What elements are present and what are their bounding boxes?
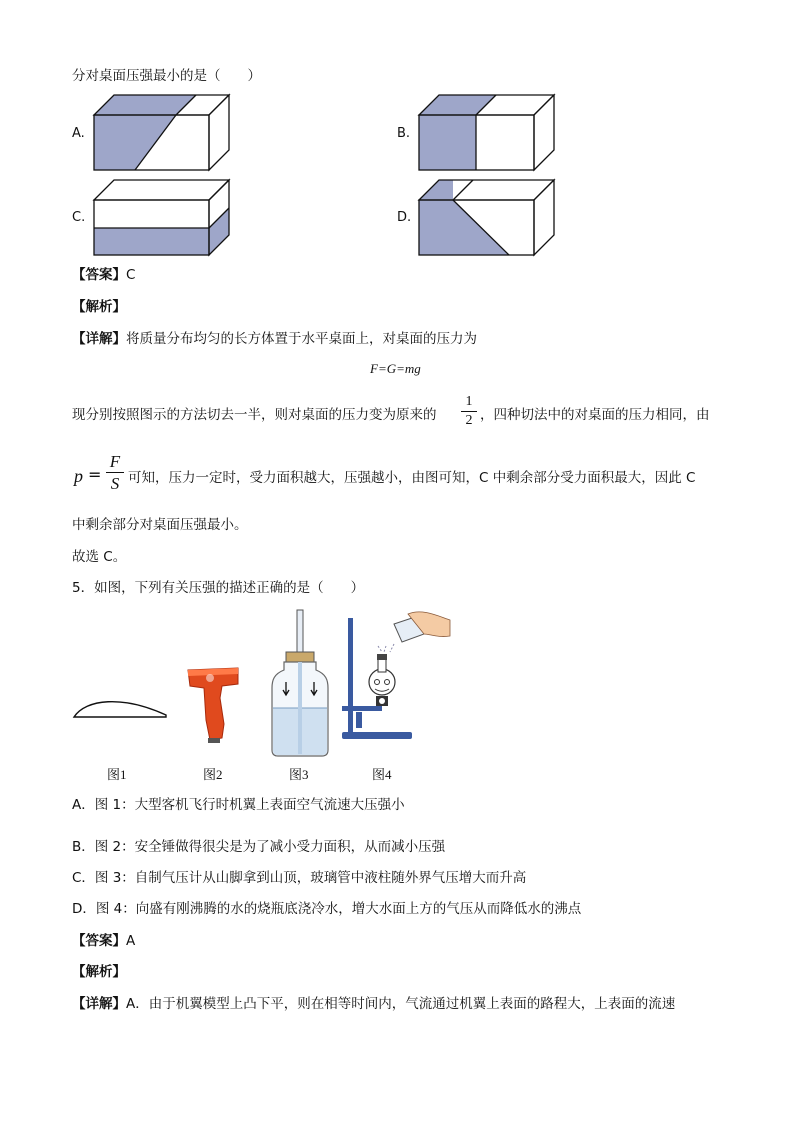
half-fraction: [461, 394, 477, 429]
q5-option-d: D．图 4：向盛有刚沸腾的水的烧瓶底浇冷水，增大水面上方的气压从而降低水的沸点: [72, 901, 582, 917]
q5-option-a: A．图 1：大型客机飞行时机翼上表面空气流速大压强小: [72, 797, 405, 813]
force-symbol: F: [109, 452, 121, 471]
detail-text: A．由于机翼模型上凸下平，则在相等时间内，气流通过机翼上表面的路程大，上表面的流速: [126, 996, 676, 1012]
fraction-bar: [461, 411, 477, 412]
detail-tag: 【详解】: [72, 331, 126, 347]
q5-detail-line1: [72, 995, 675, 1013]
answer-value: C: [126, 267, 136, 283]
fig1-wing-icon: [72, 695, 168, 721]
detail-tag: 【详解】: [72, 996, 126, 1012]
q5-option-c: C．图 3：自制气压计从山脚拿到山顶，玻璃管中液柱随外界气压增大而升高: [72, 870, 527, 886]
half-denominator: 2: [465, 413, 473, 428]
option-c-figure: [94, 178, 234, 258]
option-d-figure: [419, 178, 559, 258]
fig-label-3: 图3: [289, 767, 309, 782]
fig-label-4: 图4: [372, 767, 392, 782]
q5-option-b: B．图 2：安全锤做得很尖是为了减小受力面积，从而减小压强: [72, 839, 446, 855]
q5-stem: 5．如图，下列有关压强的描述正确的是（ ）: [72, 580, 365, 596]
fig2-safety-hammer-icon: [186, 664, 242, 744]
half-numerator: 1: [465, 394, 473, 409]
q4-stem-tail: 分对桌面压强最小的是（ ）: [72, 68, 261, 84]
answer-tag: 【答案】: [72, 267, 126, 283]
q4-formula: F=G=mg: [370, 361, 421, 376]
q5-analysis-tag: 【解析】: [72, 964, 126, 980]
fraction-bar: [106, 472, 124, 473]
area-symbol: S: [110, 474, 120, 493]
fig-label-1: 图1: [107, 767, 127, 782]
fig3-barometer-bottle-icon: [270, 610, 330, 760]
q4-detail-line3: 可知，压力一定时，受力面积越大，压强越小，由图可知，C 中剩余部分受力面积最大，因此 C: [128, 470, 696, 486]
answer-value: A: [126, 933, 136, 949]
q4-detail-line2-post: ，四种切法中的对桌面的压力相同，由: [480, 407, 710, 423]
q5-answer: [72, 932, 135, 950]
fig-label-2: 图2: [203, 767, 223, 782]
option-b-figure: [419, 95, 559, 175]
option-a-label: A.: [72, 126, 85, 141]
option-b-label: B.: [397, 126, 411, 141]
detail-text: 将质量分布均匀的长方体置于水平桌面上，对桌面的压力为: [126, 331, 477, 347]
q4-detail-line4: 中剩余部分对桌面压强最小。: [72, 517, 248, 533]
answer-tag: 【答案】: [72, 933, 126, 949]
option-a-figure: [94, 95, 234, 175]
q4-choose: 故选 C。: [72, 549, 127, 565]
equals-sign: =: [88, 465, 102, 484]
q4-answer: [72, 266, 135, 284]
q4-detail-line2-pre: 现分别按照图示的方法切去一半，则对桌面的压力变为原来的: [72, 407, 437, 423]
fs-fraction: [106, 452, 124, 493]
option-d-shaded-part: [419, 180, 509, 255]
q4-detail-line1: [72, 330, 477, 348]
option-c-label: C.: [72, 210, 86, 225]
q4-analysis-tag: 【解析】: [72, 299, 126, 315]
fig4-flask-stand-icon: [338, 610, 454, 746]
p-symbol: p: [74, 466, 83, 486]
option-d-label: D.: [397, 210, 412, 225]
option-a-shaded-part: [94, 95, 196, 170]
